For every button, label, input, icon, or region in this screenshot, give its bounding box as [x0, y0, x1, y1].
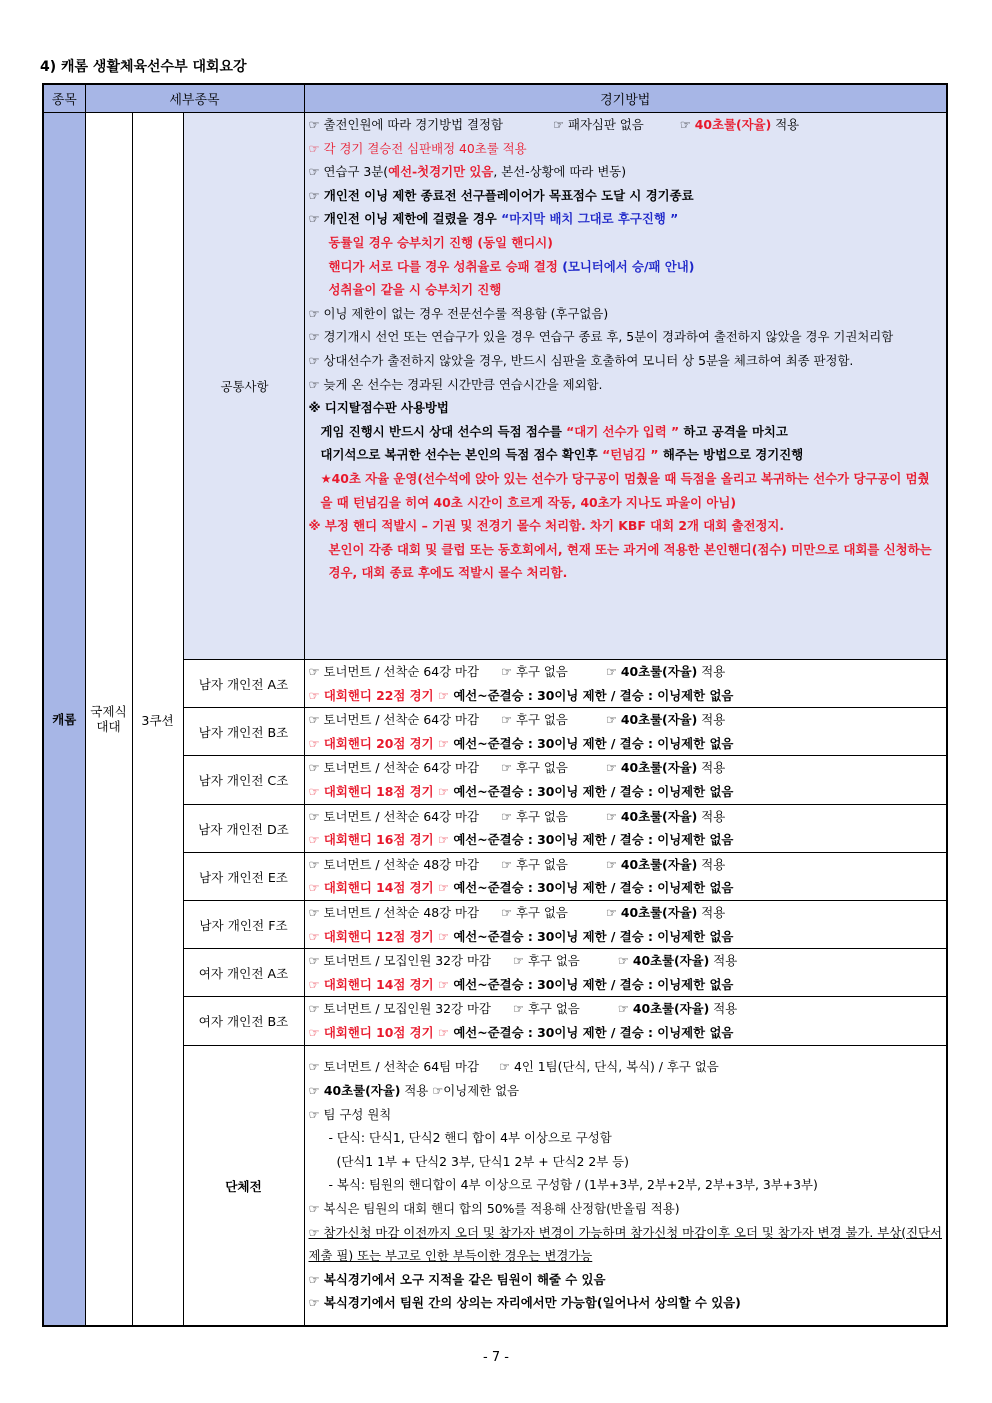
- common-line-18: 본인이 각종 대회 및 클럽 또는 동호회에서, 현재 또는 과거에 적용한 본인핸디(점수) 미만으로 대회를 신청하는 경우, 대회 종료 후에도 적발시 몰수 처리함.: [328, 541, 932, 581]
- common-line-14: 게임 진행시 반드시 상대 선수의 득점 점수를 “대기 선수가 입력 ” 하고 공격을 마치고: [320, 423, 788, 439]
- common-rules: [304, 113, 947, 660]
- division-rules: ☞ 토너먼트 / 모집인원 32강 마감 ☞ 후구 없음 ☞ 40초룰(자율) 적용 ☞ 대회핸디 10점 경기 ☞ 예선~준결승 : 30이닝 제한 / 결승 : 이닝제한 없음: [304, 997, 947, 1045]
- common-line-12: ☞ 늦게 온 선수는 경과된 시간만큼 연습시간을 제외함.: [308, 376, 603, 392]
- division-rules: ☞ 토너먼트 / 선착순 64강 마감 ☞ 후구 없음 ☞ 40초룰(자율) 적용 ☞ 대회핸디 20점 경기 ☞ 예선~준결승 : 30이닝 제한 / 결승 : 이닝제한 없음: [304, 708, 947, 756]
- common-line-8: 성취율이 같을 시 승부치기 진행: [328, 282, 502, 298]
- common-line-10: ☞ 경기개시 선언 또는 연습구가 있을 경우 연습구 종료 후, 5분이 경과하여 출전하지 않았을 경우 기권처리함: [308, 329, 894, 345]
- discipline-cell: 국제식 대대: [85, 113, 132, 1327]
- common-line-5: ☞ 개인전 이닝 제한에 걸렸을 경우 “마지막 배치 그대로 후구진행 ”: [308, 211, 679, 227]
- division-name: 남자 개인전 C조: [183, 756, 304, 804]
- event-cell: 캐롬: [43, 113, 85, 1327]
- division-rules: ☞ 토너먼트 / 모집인원 32강 마감 ☞ 후구 없음 ☞ 40초룰(자율) 적용 ☞ 대회핸디 14점 경기 ☞ 예선~준결승 : 30이닝 제한 / 결승 : 이닝제한 없음: [304, 949, 947, 997]
- division-name: 남자 개인전 B조: [183, 708, 304, 756]
- header-event: 종목: [43, 84, 85, 113]
- division-rules: ☞ 토너먼트 / 선착순 64강 마감 ☞ 후구 없음 ☞ 40초룰(자율) 적용 ☞ 대회핸디 18점 경기 ☞ 예선~준결승 : 30이닝 제한 / 결승 : 이닝제한 없음: [304, 756, 947, 804]
- team-line-9: ☞ 복식경기에서 오구 지적을 같은 팀원이 해줄 수 있음: [308, 1271, 606, 1287]
- common-line-11: ☞ 상대선수가 출전하지 않았을 경우, 반드시 심판을 호출하여 모니터 상 5분을 체크하여 최종 판정함.: [308, 352, 854, 368]
- common-line-15: 대기석으로 복귀한 선수는 본인의 득점 점수 확인후 “턴넘김 ” 해주는 방법으로 경기진행: [320, 447, 804, 463]
- division-name: 남자 개인전 D조: [183, 804, 304, 852]
- common-line-17: ※ 부정 핸디 적발시 – 기권 및 전경기 몰수 처리함. 차기 KBF 대회 2개 대회 출전정지.: [308, 518, 785, 534]
- division-rules: ☞ 토너먼트 / 선착순 64강 마감 ☞ 후구 없음 ☞ 40초룰(자율) 적용 ☞ 대회핸디 22점 경기 ☞ 예선~준결승 : 30이닝 제한 / 결승 : 이닝제한 없음: [304, 660, 947, 708]
- division-name: 남자 개인전 E조: [183, 852, 304, 900]
- division-name: 남자 개인전 A조: [183, 660, 304, 708]
- team-line-5: (단식1 1부 + 단식2 3부, 단식1 2부 + 단식2 2부 등): [336, 1153, 629, 1169]
- team-line-10: ☞ 복식경기에서 팀원 간의 상의는 자리에서만 가능함(일어나서 상의할 수 있음): [308, 1295, 741, 1311]
- division-rules: ☞ 토너먼트 / 선착순 48강 마감 ☞ 후구 없음 ☞ 40초룰(자율) 적용 ☞ 대회핸디 14점 경기 ☞ 예선~준결승 : 30이닝 제한 / 결승 : 이닝제한 없음: [304, 852, 947, 900]
- cushion-cell: 3쿠션: [132, 113, 183, 1327]
- common-label: 공통사항: [183, 113, 304, 660]
- page-number: - 7 -: [483, 1350, 509, 1365]
- team-line-7: ☞ 복식은 팀원의 대회 핸디 합의 50%를 적용해 산정함(반올림 적용): [308, 1201, 680, 1217]
- header-detail: 세부종목: [85, 84, 304, 113]
- team-line-1: ☞ 토너먼트 / 선착순 64팀 마감 ☞ 4인 1팀(단식, 단식, 복식) / 후구 없음: [308, 1059, 719, 1075]
- common-line-4: ☞ 개인전 이닝 제한 종료전 선구플레이어가 목표점수 도달 시 경기종료: [308, 187, 694, 203]
- common-line-7: 핸디가 서로 다를 경우 성취율로 승패 결정 (모니터에서 승/패 안내): [328, 258, 695, 274]
- common-line-3: ☞ 연습구 3분(예선-첫경기만 있음, 본선-상황에 따라 변동): [308, 164, 627, 180]
- common-line-1: ☞ 출전인원에 따라 경기방법 결정함 ☞ 패자심판 없음 ☞ 40초룰(자율) 적용: [308, 117, 800, 132]
- team-label: 단체전: [183, 1045, 304, 1326]
- common-line-13: ※ 디지탈점수판 사용방법: [308, 400, 449, 416]
- division-name: 여자 개인전 B조: [183, 997, 304, 1045]
- team-rules: [304, 1045, 947, 1326]
- common-line-9: ☞ 이닝 제한이 없는 경우 전문선수룰 적용함 (후구없음): [308, 305, 609, 321]
- team-line-4: - 단식: 단식1, 단식2 핸디 합이 4부 이상으로 구성함: [328, 1130, 612, 1146]
- division-name: 남자 개인전 F조: [183, 900, 304, 948]
- team-line-3: ☞ 팀 구성 원칙: [308, 1106, 392, 1122]
- team-line-2: ☞ 40초룰(자율) 적용 ☞이닝제한 없음: [308, 1083, 520, 1099]
- division-rules: ☞ 토너먼트 / 선착순 64강 마감 ☞ 후구 없음 ☞ 40초룰(자율) 적용 ☞ 대회핸디 16점 경기 ☞ 예선~준결승 : 30이닝 제한 / 결승 : 이닝제한 없음: [304, 804, 947, 852]
- common-line-16: ★40초 자율 운영(선수석에 앉아 있는 선수가 당구공이 멈췄을 때 득점을 올리고 복귀하는 선수가 당구공이 멈췄을 때 턴넘김을 히여 40초 시간이 흐르게 작동, 40초가 지나도 파울이 아님): [320, 470, 930, 510]
- division-name: 여자 개인전 A조: [183, 949, 304, 997]
- team-line-8: ☞ 참가신청 마감 이전까지 오더 및 참가자 변경이 가능하며 참가신청 마감이후 오더 및 참가자 변경 불가. 부상(진단서 제출 필) 또는 부고로 인한 부득이한 경우는 변경가능: [308, 1224, 942, 1264]
- common-line-6: 동률일 경우 승부치기 진행 (동일 핸디시): [328, 234, 553, 250]
- common-line-2: ☞ 각 경기 결승전 심판배정 40초룰 적용: [308, 140, 527, 156]
- section-title: 4) 캐롬 생활체육선수부 대회요강: [40, 59, 247, 75]
- header-method: 경기방법: [304, 84, 947, 113]
- team-line-6: - 복식: 팀원의 핸디합이 4부 이상으로 구성함 / (1부+3부, 2부+2부, 2부+3부, 3부+3부): [328, 1177, 818, 1193]
- division-rules: ☞ 토너먼트 / 선착순 48강 마감 ☞ 후구 없음 ☞ 40초룰(자율) 적용 ☞ 대회핸디 12점 경기 ☞ 예선~준결승 : 30이닝 제한 / 결승 : 이닝제한 없음: [304, 900, 947, 948]
- competition-table: [42, 83, 948, 1327]
